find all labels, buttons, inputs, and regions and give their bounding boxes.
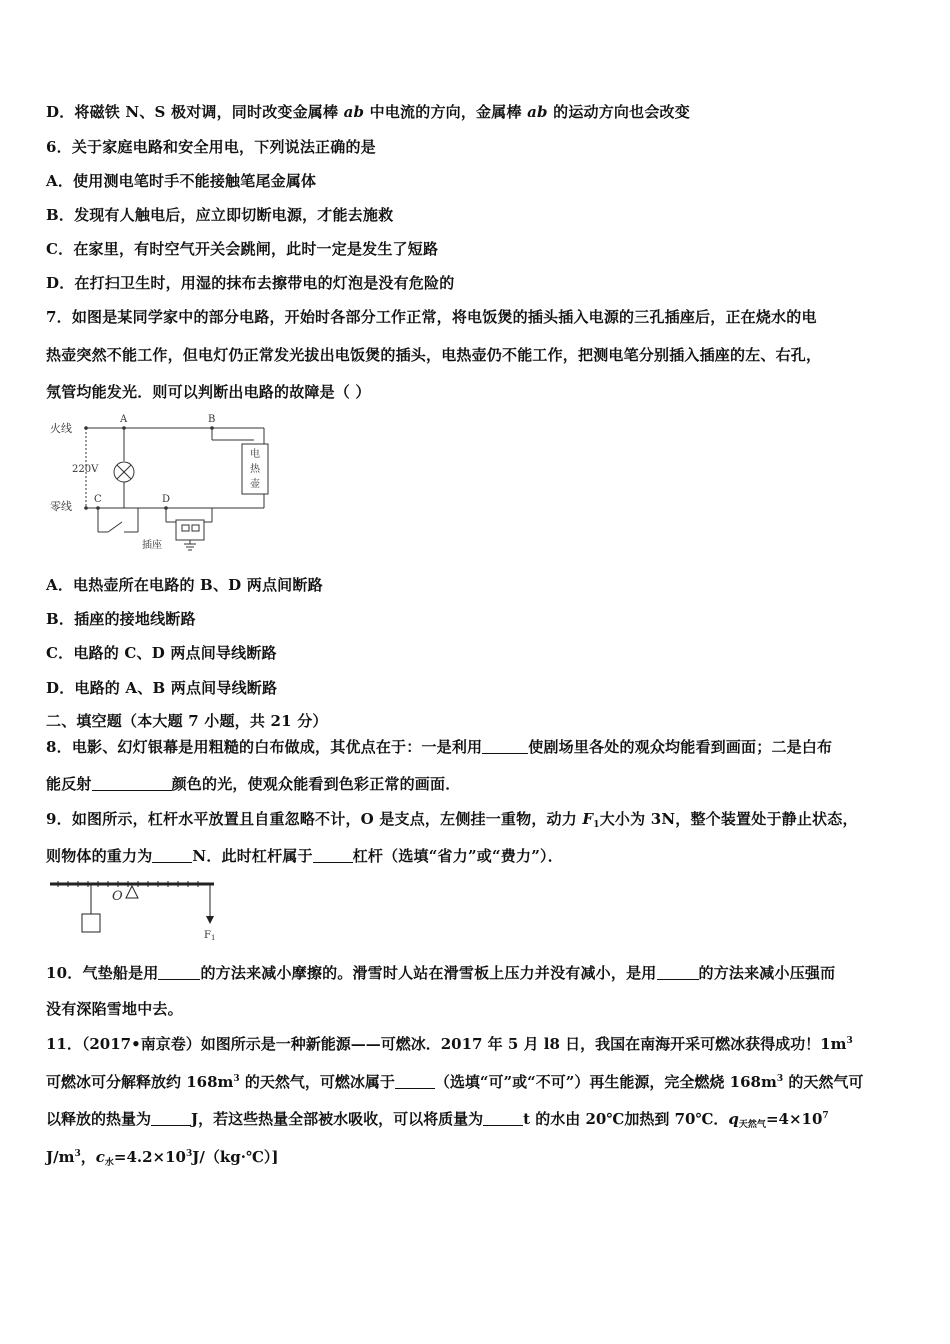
q8-text-4: 颜色的光，使观众能看到色彩正常的画面．: [171, 775, 461, 793]
pivot-o-label: O: [112, 889, 123, 904]
q11-q-sup: 7: [822, 1111, 829, 1121]
point-d-label: D: [162, 494, 171, 505]
q8-line-2: [46, 773, 460, 794]
q11-text-2: 可燃冰可分解释放约 168m: [46, 1073, 234, 1091]
kettle-label-3: 壶: [250, 479, 260, 490]
q5-option-d-suffix: 的运动方向也会改变: [547, 103, 690, 121]
q11-text-5: 的天然气可: [783, 1073, 864, 1091]
q7-option-c: C．电路的 C、D 两点间导线断路: [46, 644, 277, 662]
point-b-label: B: [208, 414, 216, 425]
q9-force-sub: 1: [593, 820, 600, 830]
q11-line-4: [46, 1146, 279, 1168]
q7-option-a: A．电热壶所在电路的 B、D 两点间断路: [46, 576, 323, 594]
q11-line-1: [46, 1033, 853, 1054]
q6-stem: 6．关于家庭电路和安全用电，下列说法正确的是: [46, 138, 376, 156]
q11-c-value: =4.2×10: [113, 1148, 186, 1166]
q11-text-9: J/m: [46, 1148, 75, 1166]
q9-line-1: [46, 808, 858, 830]
q9-text-3: 则物体的重力为: [46, 847, 153, 865]
q5-var-ab-1: ab: [343, 103, 365, 121]
q11-q-value: =4×10: [765, 1110, 823, 1128]
q7-stem-line-1: 7．如图是某同学家中的部分电路，开始时各部分工作正常，将电饭煲的插头插入电源的三孔插座后，正在烧水的电: [46, 308, 817, 326]
q5-option-d: [46, 101, 690, 122]
q5-option-d-prefix: D．将磁铁 N、S 极对调，同时改变金属棒: [46, 103, 344, 121]
q11-c-symbol: c: [95, 1148, 105, 1166]
q11-text-4: （选填“可”或“不可”）再生能源，完全燃烧 168m: [434, 1073, 777, 1091]
q10-text-3: 的方法来减小压强而: [698, 964, 836, 982]
q11-text-3: 的天然气，可燃冰属于: [239, 1073, 395, 1091]
q9-text-4: N．此时杠杆属于: [192, 847, 313, 865]
q10-line-1: [46, 962, 835, 983]
q8-blank-2[interactable]: [92, 776, 172, 791]
live-wire-label: 火线: [50, 422, 72, 435]
q11-text-6: 以释放的热量为: [46, 1110, 152, 1128]
q10-line-2: 没有深陷雪地中去。: [46, 1000, 183, 1018]
q10-blank-1[interactable]: [158, 965, 200, 980]
q11-blank-2[interactable]: [151, 1111, 191, 1126]
kettle-label-1: 电: [250, 449, 260, 460]
kettle-label-2: 热: [250, 464, 260, 475]
q8-line-1: [46, 736, 832, 757]
q9-lever-diagram: [46, 876, 226, 942]
q7-circuit-diagram: [46, 410, 286, 555]
q7-stem-line-2: 热壶突然不能工作，但电灯仍正常发光拔出电饭煲的插头，电热壶仍不能工作，把测电笔分别插入插座的左、右孔，: [46, 346, 822, 364]
q9-blank-1[interactable]: [152, 848, 192, 863]
q11-sup-2: 3: [233, 1074, 240, 1084]
q7-stem-line-3: 氖管均能发光．则可以判断出电路的故障是（ ）: [46, 383, 371, 401]
q6-option-c: C．在家里，有时空气开关会跳闸，此时一定是发生了短路: [46, 240, 439, 258]
q9-text-1: 9．如图所示，杠杆水平放置且自重忽略不计，O 是支点，左侧挂一重物，动力: [46, 810, 583, 828]
q9-force-symbol: F: [582, 810, 594, 828]
force-f1-label: F: [204, 930, 211, 941]
q7-option-b: B．插座的接地线断路: [46, 610, 196, 628]
q8-text-3: 能反射: [46, 775, 92, 793]
q5-option-d-mid: 中电流的方向，金属棒: [364, 103, 528, 121]
q8-text-2: 使剧场里各处的观众均能看到画面；二是白布: [528, 738, 833, 756]
q8-blank-1[interactable]: [482, 739, 528, 754]
q11-blank-3[interactable]: [483, 1111, 523, 1126]
q11-c-sub: 水: [104, 1158, 114, 1168]
socket-label: 插座: [142, 540, 162, 551]
q11-sup-4: 3: [74, 1149, 81, 1159]
q11-line-3: [46, 1108, 829, 1130]
q11-text-8: t 的水由 20℃加热到 70℃．: [523, 1110, 729, 1128]
q10-blank-2[interactable]: [657, 965, 699, 980]
q11-blank-1[interactable]: [395, 1074, 435, 1089]
q11-line-2: [46, 1071, 863, 1092]
q11-q-sub: 天然气: [738, 1120, 766, 1130]
q10-text-2: 的方法来减小摩擦的。滑雪时人站在滑雪板上压力并没有减小，是用: [200, 964, 657, 982]
q6-option-b: B．发现有人触电后，应立即切断电源，才能去施救: [46, 206, 394, 224]
q9-blank-2[interactable]: [313, 848, 353, 863]
point-c-label: C: [94, 494, 102, 505]
force-f1-sub: 1: [211, 934, 216, 942]
q8-text-1: 8．电影、幻灯银幕是用粗糙的白布做成，其优点在于：一是利用: [46, 738, 483, 756]
q11-sup-1: 3: [846, 1036, 853, 1046]
q9-text-2: 大小为 3N，整个装置处于静止状态，: [599, 810, 858, 828]
neutral-wire-label: 零线: [50, 500, 72, 513]
section-2-title: 二、填空题（本大题 7 小题，共 21 分）: [46, 712, 328, 730]
q10-text-1: 10．气垫船是用: [46, 964, 159, 982]
q11-text-7: J，若这些热量全部被水吸收，可以将质量为: [191, 1110, 484, 1128]
q7-option-d: D．电路的 A、B 两点间导线断路: [46, 679, 278, 697]
q11-q-symbol: q: [728, 1110, 739, 1128]
q11-c-sup: 3: [186, 1149, 193, 1159]
q9-text-5: 杠杆（选填“省力”或“费力”）．: [352, 847, 563, 865]
q9-line-2: [46, 845, 563, 866]
q6-option-d: D．在打扫卫生时，用湿的抹布去擦带电的灯泡是没有危险的: [46, 274, 455, 292]
q5-var-ab-2: ab: [527, 103, 548, 121]
q11-sup-3: 3: [776, 1074, 784, 1084]
q6-option-a: A．使用测电笔时手不能接触笔尾金属体: [46, 172, 317, 190]
q11-text-10: ，: [80, 1148, 96, 1166]
point-a-label: A: [120, 414, 128, 425]
q11-c-unit: J/（kg·℃）]: [192, 1148, 279, 1166]
q11-text-1: 11．（2017•南京卷）如图所示是一种新能源——可燃冰．2017 年 5 月 l8 日，我国在南海开采可燃冰获得成功！1m: [46, 1035, 847, 1053]
voltage-label: 220V: [72, 464, 99, 475]
